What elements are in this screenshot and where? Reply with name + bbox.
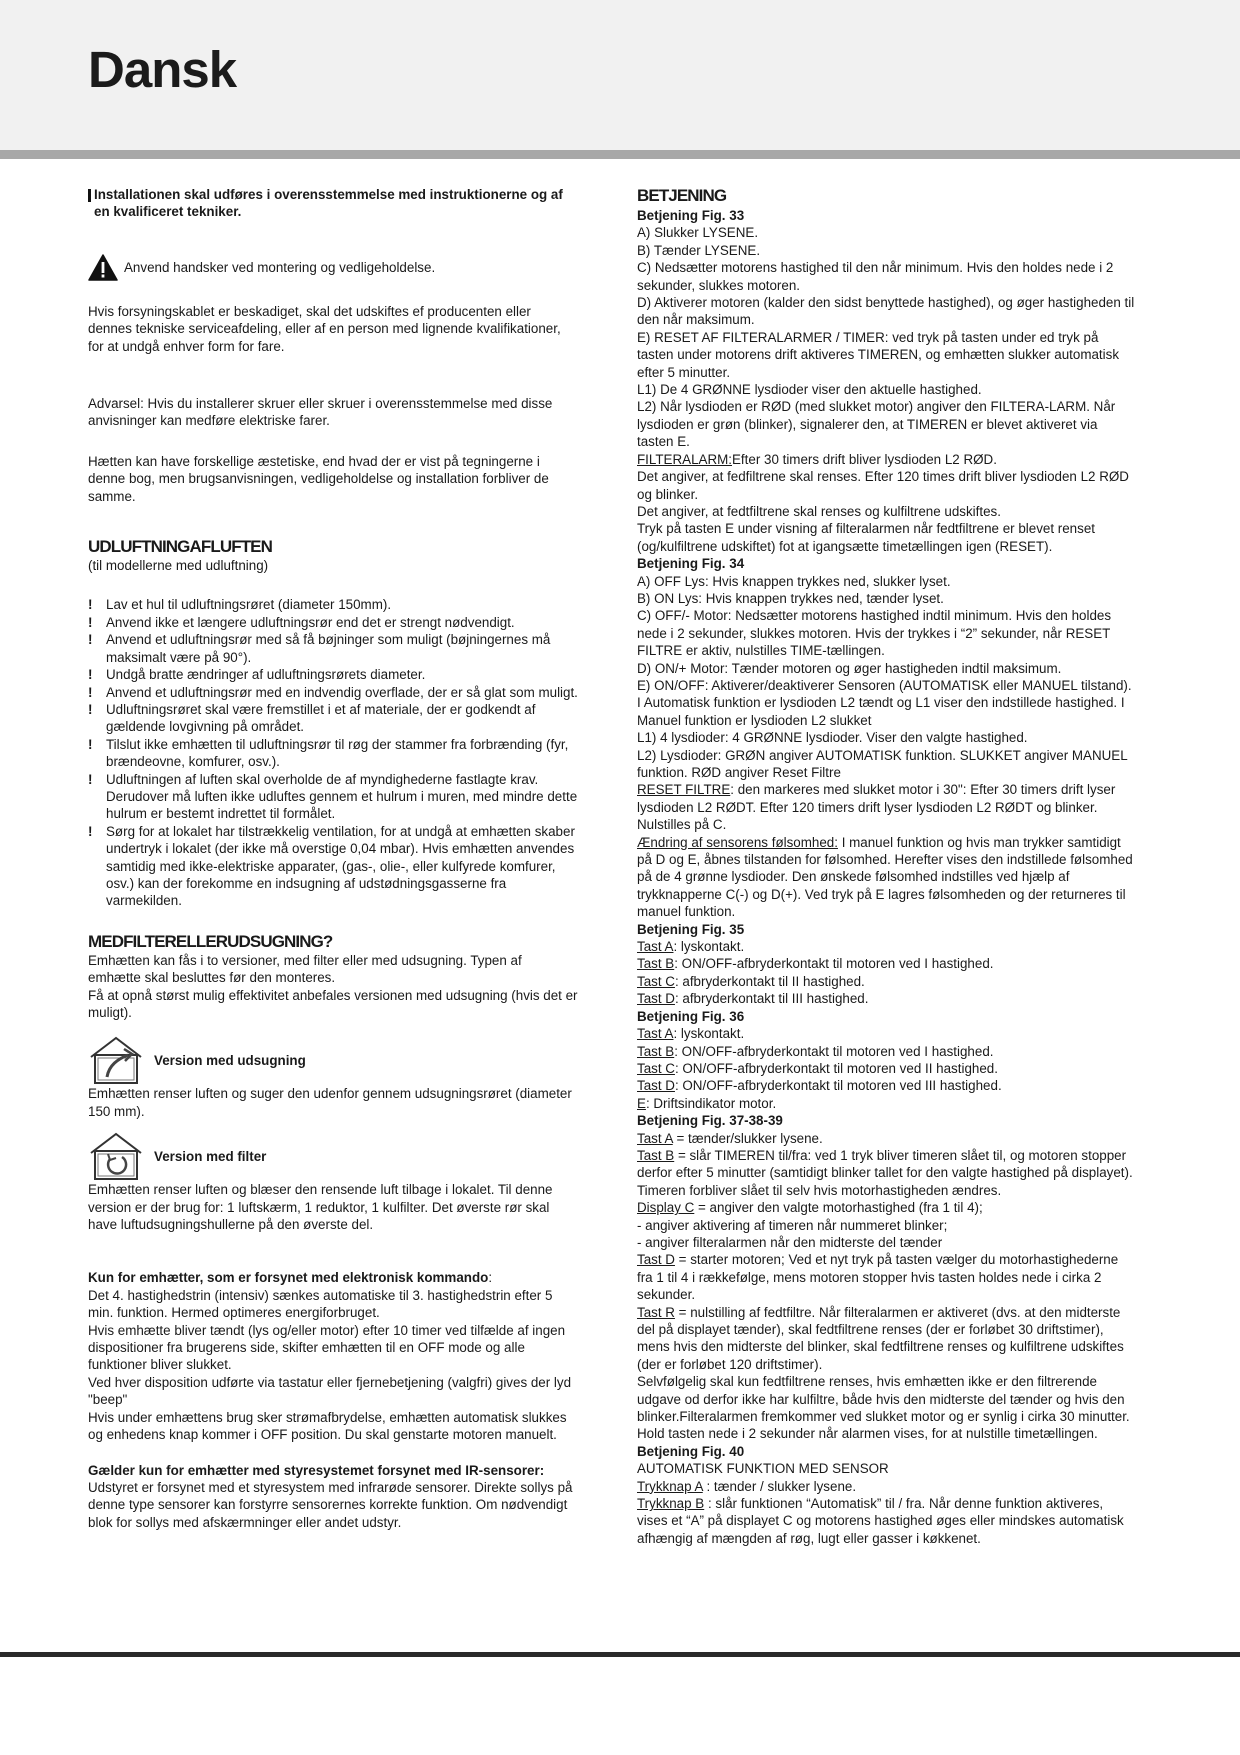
screw-warning-paragraph: Advarsel: Hvis du installerer skruer eller skruer i overensstemmelse med disse anvisninger kan medføre elektriske farer. <box>88 396 553 429</box>
list-item: ! Udluftningen af luften skal overholde de af myndighederne fastlagte krav. <box>88 771 539 787</box>
list-item: ! Anvend ikke et længere udluftningsrør end det er strengt nødvendigt. <box>88 614 515 630</box>
page-title: Dansk <box>88 41 237 98</box>
electronic-p1: Det 4. hastighedstrin (intensiv) sænkes automatiske til 3. hastighedstrin efter 5 min. funktion. Hermed optimeres energiforbruget. <box>88 1287 553 1321</box>
fig34-line: B) ON Lys: Hvis knappen trykkes ned, tænder lyset. <box>637 590 944 606</box>
footer-rule <box>0 1652 1240 1657</box>
list-item: ! Undgå bratte ændringer af udluftningsrørets diameter. <box>88 667 426 683</box>
fig35-key-line: Tast A: lyskontakt. <box>637 939 745 955</box>
exclamation-icon: ! <box>88 667 93 683</box>
fig33-filteralarm: FILTERALARM:Efter 30 timers drift bliver lysdioden L2 RØD. <box>637 451 997 467</box>
gloves-text: Anvend handsker ved montering og vedligeholdelse. <box>124 259 436 275</box>
fig33-line: E) RESET AF FILTERALARMER / TIMER: ved tryk på tasten under ed tryk på tasten under motorens drift aktiveres TIMEREN, og emhætten slukker automatisk efter 5 minutter. <box>637 329 1120 380</box>
warning-mark-icon <box>88 189 91 202</box>
electronic-p4: Hvis under emhættens brug sker strømafbrydelse, emhætten automatisk slukkes og enhedens knap kommer i OFF position. Du skal genstarte motoren manuelt. <box>88 1409 567 1443</box>
list-item: ! Anvend et udluftningsrør med så få bøjninger som muligt (bøjningernes må maksimalt være på 90°). <box>88 632 551 665</box>
fig35-key-line: Tast D: afbryderkontakt til III hastighed. <box>637 991 869 1007</box>
fig36-key-line: E: Driftsindikator motor. <box>637 1095 777 1111</box>
fig37-tail: Selvfølgelig skal kun fedtfiltrene renses, hvis emhætten ikke er den filtrerende udgave od derfor ikke har kulfiltre, både hvis den midterste del tænder og hvis den blinker.Filteralarmen fremkommer ved slukket motor og er synlig i cirka 30 minutter. Hold tasten nede i 2 sekunder når alarmen vises, for at nulstille timetællingen. <box>637 1374 1130 1442</box>
exclamation-icon: ! <box>88 823 93 839</box>
fig37-tast-a: Tast A = tænder/slukker lysene. <box>637 1130 823 1146</box>
version-filter-label: Version med filter <box>154 1148 267 1164</box>
fig40-button-a: Trykknap A : tænder / slukker lysene. <box>637 1478 857 1494</box>
fig34-line: C) OFF/- Motor: Nedsætter motorens hastighed indtil minimum. Hvis den holdes nede i 2 sekunder, slukkes motoren. Hvis der trykkes i “2” sekunder, når RESET FILTRE er aktiv, nulstilles TIME-tællingen. <box>637 608 1112 659</box>
install-warning <box>88 186 578 221</box>
filter-paragraph-2: Få at opnå størst mulig effektivitet anbefales versionen med udsugning (hvis det er muligt). <box>88 987 578 1020</box>
fig40-title: AUTOMATISK FUNKTION MED SENSOR <box>637 1461 889 1477</box>
vent-heading: UDLUFTNINGAFLUFTEN <box>88 537 272 557</box>
fig34-heading: Betjening Fig. 34 <box>637 556 745 572</box>
version-filter-text: Emhætten renser luften og blæser den rensende luft tilbage i lokalet. Til denne version er der brug for: 1 luftskærm, 1 reduktor, 1 kulfilter. Det øverste rør skal have luftudsugningshullerne på den øverste del. <box>88 1182 553 1233</box>
header-band <box>0 0 1240 150</box>
house-filter-icon <box>88 1131 144 1181</box>
fig33-line: A) Slukker LYSENE. <box>637 225 759 241</box>
hazard-triangle-icon <box>88 254 118 281</box>
fig36-heading: Betjening Fig. 36 <box>637 1008 745 1024</box>
ir-paragraph: Gælder kun for emhætter med styresystemet forsynet med IR-sensorer: Udstyret er forsynet med et styresystem med infrarøde sensorer. Direkte sollys på denne type sensorer kan forstyrre sensorernes korrekte funktion. Om nødvendigt blok for sollys med afskærmninger eller andet udstyr. <box>88 1462 573 1530</box>
fig33-line: L1) De 4 GRØNNE lysdioder viser den aktuelle hastighed. <box>637 382 982 398</box>
fig40-button-b: Trykknap B : slår funktionen “Automatisk” til / fra. Når denne funktion aktiveres, vises et “A” på displayet C og motorens hastighed øges eller mindskes automatisk afhængig af mængden af røg, lugt eller gasser i køkkenet. <box>637 1496 1124 1546</box>
exclamation-icon: ! <box>88 597 93 613</box>
fig34-reset: RESET FILTRE: den markeres med slukket motor i 30": Efter 30 timers drift lyser lysdioden L2 RØDT. Efter 120 timers drift lyser lysdioden L2 RØDT og blinker. Nulstilles på C. <box>637 782 1116 833</box>
fig34-sensitivity: Ændring af sensorens følsomhed: I manuel funktion og hvis man trykker samtidigt på D og E, åbnes tilstanden for følsomhed. Herefter vises den indstillede følsomhed på de 4 grønne lysdioder. Den ønskede følsomhed indstilles ved hjælp af trykknapperne C(-) og D(+). Ved tryk på E lagres følsomheden og der returneres til manuel funktion. <box>637 834 1133 920</box>
exclamation-icon: ! <box>88 701 93 717</box>
version-extract <box>88 1035 578 1085</box>
fig34-line: E) ON/OFF: Aktiverer/deaktiverer Sensoren (AUTOMATISK eller MANUEL tilstand). I Automatisk funktion er lysdioden L2 tændt og L1 viser den indstillede hastighed. I Manuel funktion er lysdioden L2 slukket <box>637 677 1132 728</box>
version-extract-text: Emhætten renser luften og suger den udenfor gennem udsugningsrøret (diameter 150 mm). <box>88 1086 572 1119</box>
fig35-key-line: Tast C: afbryderkontakt til II hastighed. <box>637 973 865 989</box>
gloves-notice <box>88 254 578 281</box>
fig34-line: D) ON/+ Motor: Tænder motoren og øger hastigheden indtil maksimum. <box>637 660 1062 676</box>
fig37-tast-b: Tast B = slår TIMEREN til/fra: ved 1 tryk bliver timeren slået til, og motoren stopper derfor efter 5 minutter (samtidigt blinker tallet for den valgte hastighed på displayet). Timeren forbliver slået til selv hvis motorhastigheden ændres. <box>637 1147 1133 1198</box>
list-item: ! Lav et hul til udluftningsrøret (diameter 150mm). <box>88 597 392 613</box>
fig33-heading: Betjening Fig. 33 <box>637 208 745 223</box>
electronic-p3: Ved hver disposition udførte via tastatur eller fjernebetjening (valgfri) gives der lyd "beep" <box>88 1374 572 1408</box>
list-item-continuation: Derudover må luften ikke udluftes gennem et hulrum i muren, med mindre dette hulrum er bestemt indrettet til formålet. <box>106 788 578 822</box>
fig37-display-c: Display C = angiver den valgte motorhastighed (fra 1 til 4); <box>637 1200 983 1216</box>
fig33-line: C) Nedsætter motorens hastighed til den når minimum. Hvis den holdes nede i 2 sekunder, slukkes motoren. <box>637 260 1114 293</box>
fig40-heading: Betjening Fig. 40 <box>637 1443 745 1459</box>
fig33-line: Det angiver, at fedfiltrene skal renses. Efter 120 times drift bliver lysdioden L2 RØD og blinker. <box>637 469 1129 502</box>
fig34-line: A) OFF Lys: Hvis knappen trykkes ned, slukker lyset. <box>637 573 951 589</box>
controls-heading: BETJENING <box>637 186 727 205</box>
fig34-line: L1) 4 lysdioder: 4 GRØNNE lysdioder. Viser den valgte hastighed. <box>637 730 1028 746</box>
fig33-line: D) Aktiverer motoren (kalder den sidst benyttede hastighed), og øger hastigheden til den når maksimum. <box>637 295 1135 328</box>
right-column <box>637 186 1137 1547</box>
header-rule <box>0 150 1240 159</box>
aesthetic-paragraph: Hætten kan have forskellige æstetiske, end hvad der er vist på tegningerne i denne bog, men brugsanvisningen, vedligeholdelse og installation forbliver de samme. <box>88 453 549 504</box>
exclamation-icon: ! <box>88 736 93 752</box>
fig33-line: B) Tænder LYSENE. <box>637 242 761 258</box>
house-extract-icon <box>88 1035 144 1085</box>
fig37-heading: Betjening Fig. 37-38-39 <box>637 1113 783 1129</box>
exclamation-icon: ! <box>88 771 93 787</box>
version-filter <box>88 1131 578 1181</box>
fig37-display-c-3: - angiver filteralarmen når den midterste del tænder <box>637 1234 943 1250</box>
vent-list <box>88 596 578 909</box>
cable-paragraph: Hvis forsyningskablet er beskadiget, skal det udskiftes ef producenten eller dennes tekniske serviceafdeling, eller af en person med lignende kvalifikationer, for at undgå enhver form for fare. <box>88 303 561 354</box>
fig35-heading: Betjening Fig. 35 <box>637 921 745 937</box>
fig36-key-line: Tast B: ON/OFF-afbryderkontakt til motoren ved I hastighed. <box>637 1043 994 1059</box>
install-warning-text: Installationen skal udføres i overensstemmelse med instruktionerne og af en kvalificeret tekniker. <box>94 187 563 220</box>
electronic-heading: Kun for emhætter, som er forsynet med elektronisk kommando: <box>88 1270 493 1286</box>
filter-paragraph-1: Emhætten kan fås i to versioner, med filter eller med udsugning. Typen af emhætte skal besluttes før den monteres. <box>88 952 522 986</box>
vent-subheading: (til modellerne med udluftning) <box>88 558 269 574</box>
exclamation-icon: ! <box>88 632 93 648</box>
fig33-line: Det angiver, at fedtfiltrene skal renses og kulfiltrene udskiftes. <box>637 503 1001 519</box>
fig36-key-line: Tast D: ON/OFF-afbryderkontakt til motoren ved III hastighed. <box>637 1078 1002 1094</box>
fig33-line: Tryk på tasten E under visning af filteralarmen når fedtfiltrene er blevet renset (og/kulfiltrene udskiftet) fot at igangsætte timetællingen igen (RESET). <box>637 521 1095 554</box>
version-extract-label: Version med udsugning <box>154 1052 306 1068</box>
list-item: ! Anvend et udluftningsrør med en indvendig overflade, der er så glat som muligt. <box>88 684 578 700</box>
fig37-tast-r: Tast R = nulstilling af fedtfiltre. Når filteralarmen er aktiveret (dvs. at den midterste del på displayet tænder), skal fedtfiltrene renses (der er forløbet 30 driftstimer), mens hvis den midterste del blinker, skal fedtfiltrene renses og kulfiltrene udskiftes (der er forløbet 120 driftstimer). <box>637 1304 1124 1372</box>
fig36-key-line: Tast A: lyskontakt. <box>637 1026 745 1042</box>
fig33-line: L2) Når lysdioden er RØD (med slukket motor) angiver den FILTERA-LARM. Når lysdioden er grøn (blinker), signalerer den, at TIMEREN er blevet aktiveret via tasten E. <box>637 399 1116 450</box>
list-item: ! Sørg for at lokalet har tilstrækkelig ventilation, for at undgå at emhætten skaber undertryk i lokalet (der ikke må overstige 0,04 mbar). Hvis emhætten anvendes samtidig med ikke-elektriske apparater, (gas-, olie-, eller kulfyrede komfurer, osv.) kan der forekomme en indsugning af udstødningsgasserne fra varmekilden. <box>88 823 575 909</box>
electronic-p2: Hvis emhætte bliver tændt (lys og/eller motor) efter 10 timer ved tilfælde af ingen dispositioner fra brugerens side, skifter emhætten til en OFF mode og alle funktioner bliver slukket. <box>88 1322 566 1373</box>
fig37-tast-d: Tast D = starter motoren; Ved et nyt tryk på tasten vælger du motorhastighederne fra 1 til 4 i rækkefølge, mens motoren stopper hvis tasten holdes nede i cirka 2 sekunder. <box>637 1252 1119 1303</box>
exclamation-icon: ! <box>88 614 93 630</box>
left-column <box>88 186 578 1531</box>
fig36-key-line: Tast C: ON/OFF-afbryderkontakt til motoren ved II hastighed. <box>637 1060 998 1076</box>
exclamation-icon: ! <box>88 684 93 700</box>
filter-heading: MEDFILTERELLERUDSUGNING? <box>88 931 333 951</box>
fig34-line: L2) Lysdioder: GRØN angiver AUTOMATISK funktion. SLUKKET angiver MANUEL funktion. RØD angiver Reset Filtre <box>637 747 1128 780</box>
fig37-display-c-2: - angiver aktivering af timeren når nummeret blinker; <box>637 1217 948 1233</box>
list-item: ! Udluftningsrøret skal være fremstillet i et af materiale, der er godkendt af gældende lovgivning på området. <box>88 701 536 735</box>
list-item: ! Tilslut ikke emhætten til udluftningsrør til røg der stammer fra forbrænding (fyr, brændeovne, komfurer, osv.). <box>88 736 569 770</box>
fig35-key-line: Tast B: ON/OFF-afbryderkontakt til motoren ved I hastighed. <box>637 956 994 972</box>
